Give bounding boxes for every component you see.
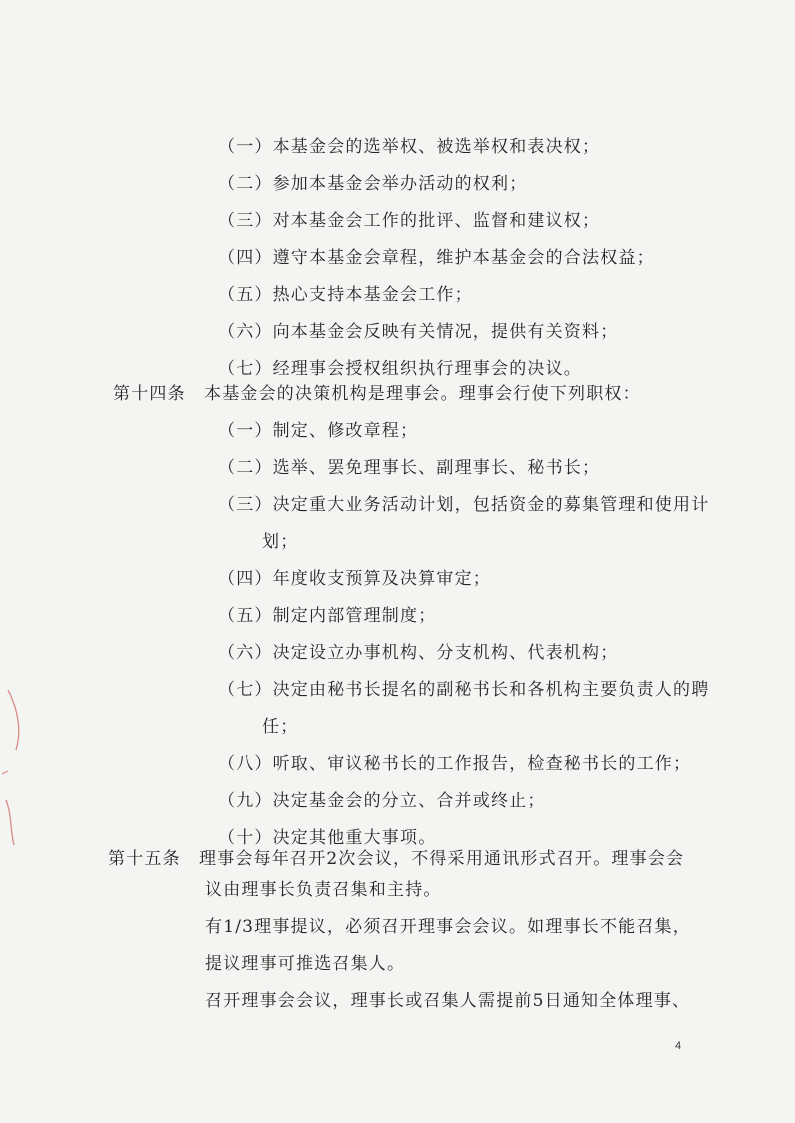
text-line-20: （十）决定其他重大事项。 [218,828,437,848]
text-line-2: （二）参加本基金会举办活动的权利； [218,174,528,194]
text-line-25: 召开理事会会议，理事长或召集人需提前5日通知全体理事、 [205,991,691,1011]
text-line-18: （八）听取、审议秘书长的工作报告，检查秘书长的工作； [218,754,692,774]
text-line-14: （五）制定内部管理制度； [218,606,437,626]
text-line-9: （一）制定、修改章程； [218,421,419,441]
text-line-4: （四）遵守本基金会章程，维护本基金会的合法权益； [218,248,655,268]
text-line-10: （二）选举、罢免理事长、副理事长、秘书长； [218,458,601,478]
text-line-17: 任； [262,717,299,737]
bleed-through-text [240,196,384,212]
text-line-19: （九）决定基金会的分立、合并或终止； [218,791,546,811]
text-line-5: （五）热心支持本基金会工作； [218,285,473,305]
text-line-13: （四）年度收支预算及决算审定； [218,569,491,589]
text-line-3: （三）对本基金会工作的批评、监督和建议权； [218,211,601,231]
text-line-22: 议由理事长负责召集和主持。 [205,880,442,900]
page-number: 4 [675,1040,682,1052]
text-line-6: （六）向本基金会反映有关情况，提供有关资料； [218,322,619,342]
text-line-16: （七）决定由秘书长提名的副秘书长和各机构主要负责人的聘 [218,680,710,700]
text-line-24: 提议理事可推选召集人。 [205,954,406,974]
text-line-15: （六）决定设立办事机构、分支机构、代表机构； [218,643,619,663]
text-line-12: 划； [262,532,299,552]
text-line-1: （一）本基金会的选举权、被选举权和表决权； [218,137,601,157]
text-line-7: （七）经理事会授权组织执行理事会的决议。 [218,359,582,379]
stamp-edge-mark [0,690,30,850]
article-14-heading: 第十四条 本基金会的决策机构是理事会。理事会行使下列职权： [113,384,641,404]
article-15-heading: 第十五条 理事会每年召开2次会议，不得采用通讯形式召开。理事会会 [108,849,685,869]
text-line-11: （三）决定重大业务活动计划，包括资金的募集管理和使用计 [218,495,710,515]
text-line-23: 有1/3理事提议，必须召开理事会会议。如理事长不能召集， [205,917,691,937]
